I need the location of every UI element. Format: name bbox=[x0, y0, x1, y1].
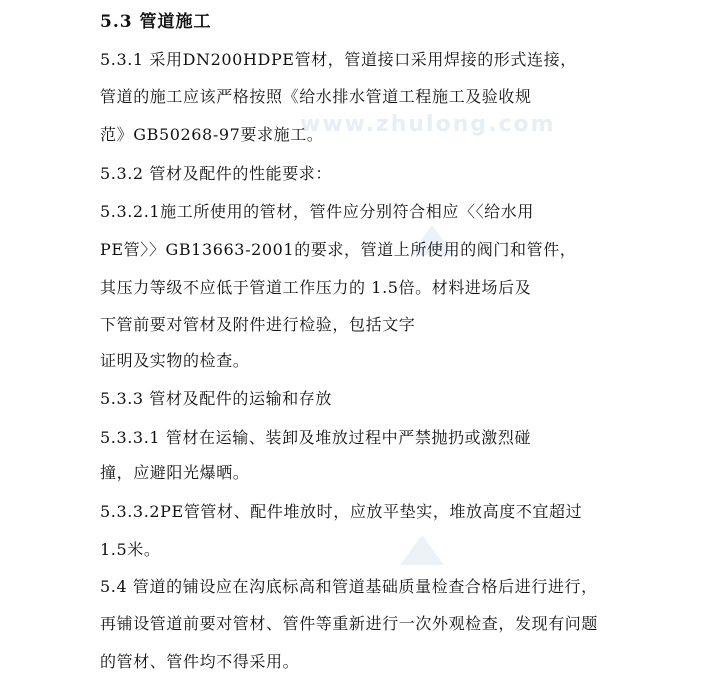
paragraph-line: 其压力等级不应低于管道工作压力的 1.5倍。材料进场后及 bbox=[100, 278, 532, 297]
paragraph-line: 5.3.3 管材及配件的运输和存放 bbox=[100, 389, 332, 408]
paragraph-line: 5.3.3.2PE管管材、配件堆放时，应放平垫实，堆放高度不宜超过 bbox=[100, 502, 583, 521]
watermark: www.zhulong.com bbox=[300, 112, 556, 137]
paragraph-line: 5.3.1 采用DN200HDPE管材，管道接口采用焊接的形式连接， bbox=[100, 50, 577, 69]
paragraph-line: 1.5米。 bbox=[100, 540, 161, 559]
paragraph-line: 范》GB50268-97要求施工。 bbox=[100, 125, 324, 144]
watermark-logo-icon bbox=[400, 535, 444, 565]
paragraph-line: 的管材、管件均不得采用。 bbox=[100, 652, 300, 671]
paragraph-line: 5.3.3.1 管材在运输、装卸及堆放过程中严禁抛扔或激烈碰 bbox=[100, 428, 532, 447]
paragraph-line: 撞，应避阳光爆晒。 bbox=[100, 463, 250, 482]
section-heading: 5.3 管道施工 bbox=[100, 12, 212, 32]
paragraph-line: 管道的施工应该严格按照《给水排水管道工程施工及验收规 bbox=[100, 87, 532, 106]
paragraph-line: 下管前要对管材及附件进行检验，包括文字 bbox=[100, 315, 416, 334]
paragraph-line: 证明及实物的检查。 bbox=[100, 351, 250, 370]
paragraph-line: 5.4 管道的铺设应在沟底标高和管道基础质量检查合格后进行进行， bbox=[100, 577, 598, 596]
paragraph-line: 5.3.2 管材及配件的性能要求： bbox=[100, 164, 332, 183]
paragraph-line: 5.3.2.1施工所使用的管材，管件应分别符合相应〈〈给水用 bbox=[100, 202, 534, 221]
paragraph-line: 再铺设管道前要对管材、管件等重新进行一次外观检查，发现有问题 bbox=[100, 614, 599, 633]
paragraph-line: PE管〉〉GB13663-2001的要求，管道上所使用的阀门和管件， bbox=[100, 240, 577, 259]
